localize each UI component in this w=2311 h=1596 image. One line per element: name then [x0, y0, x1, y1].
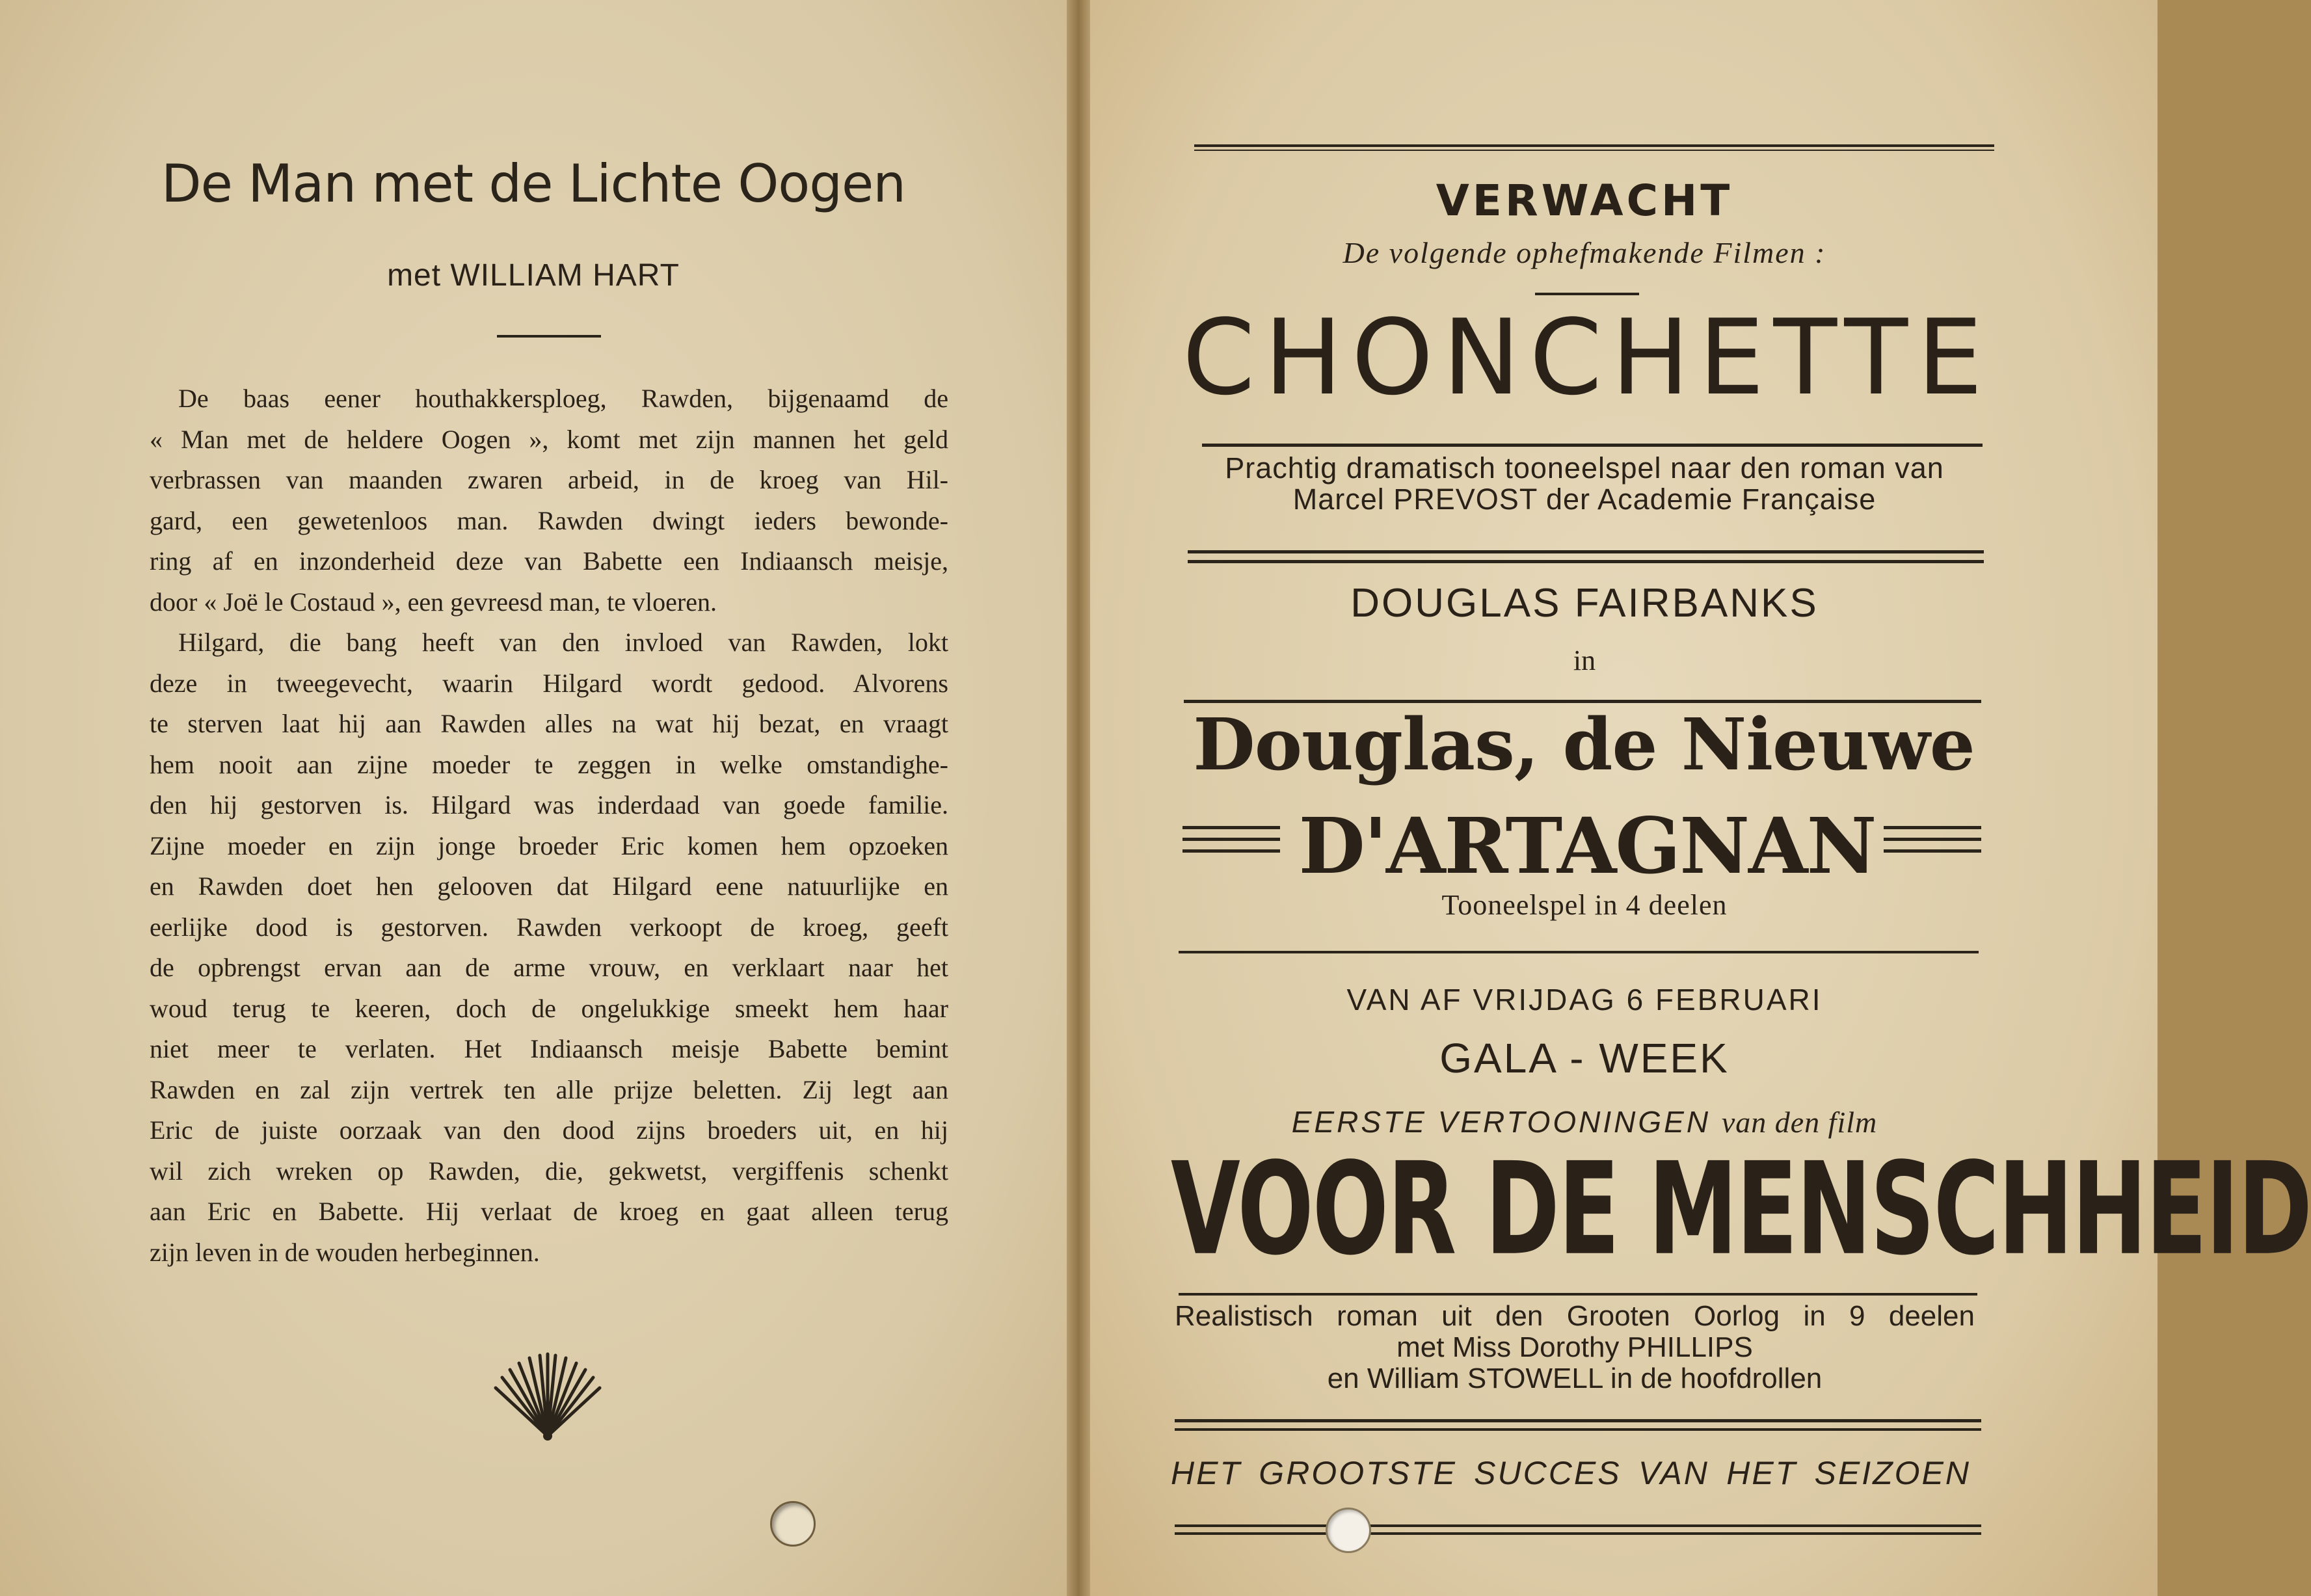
title-divider — [497, 335, 601, 338]
ornamental-rule — [1182, 838, 1280, 841]
synopsis-line: zijn leven in de wouden herbeginnen. — [150, 1237, 540, 1267]
synopsis-line: door « Joë le Costaud », een gevreesd man, te vloeren. — [150, 587, 717, 617]
premiere-small: van den film — [1721, 1106, 1878, 1139]
ornamental-rule — [1884, 826, 1981, 829]
double-rule — [1175, 1419, 1981, 1431]
rule — [1179, 951, 1979, 953]
synopsis-line: ring af en inzonderheid deze van Babette een Indiaansch meisje, — [150, 546, 948, 576]
synopsis-line: hem nooit aan zijne moeder te zeggen in welke omstandighe- — [150, 749, 948, 779]
film-subtitle: met WILLIAM HART — [387, 258, 680, 293]
binding-hole — [1326, 1508, 1371, 1553]
synopsis-line: Rawden en zal zijn vertrek ten alle prijze beletten. Zij legt aan — [150, 1074, 948, 1104]
synopsis-line: Eric de juiste oorzaak van den dood zijns broeders uit, en hij — [150, 1115, 948, 1145]
rule — [1202, 444, 1983, 447]
short-divider — [1535, 293, 1639, 295]
synopsis-line: verbrassen van maanden zwaren arbeid, in de kroeg van Hil- — [150, 465, 948, 494]
ornamental-rule — [1884, 838, 1981, 841]
synopsis-line: de opbrengst ervan aan de arme vrouw, en verklaart naar het — [150, 953, 948, 982]
synopsis-line: Zijne moeder en zijn jonge broeder Eric komen hem opzoeken — [150, 831, 948, 860]
actor-name: DOUGLAS FAIRBANKS — [1350, 581, 1819, 626]
synopsis-line: deze in tweegevecht, waarin Hilgard wordt gedood. Alvorens — [150, 668, 948, 698]
coming-soon-heading: VERWACHT — [1436, 176, 1733, 226]
film-c-desc-line: en William STOWELL in de hoofdrollen — [1327, 1363, 1823, 1394]
synopsis-line: De baas eener houthakkersploeg, Rawden, bijgenaamd de — [178, 384, 948, 413]
synopsis-line: eerlijke dood is gestorven. Rawden verkoopt de kroeg, geeft — [150, 912, 948, 942]
film-b-title-line2: D'ARTAGNAN — [1298, 801, 1876, 891]
premiere-caps: EERSTE VERTOONINGEN — [1291, 1105, 1711, 1139]
film-a-title: CHONCHETTE — [1182, 297, 1992, 418]
left-page — [0, 0, 1067, 1596]
double-rule — [1175, 1524, 1981, 1535]
film-a-desc-line: Prachtig dramatisch tooneelspel naar den roman van — [1225, 451, 1944, 485]
in-connector: in — [1573, 645, 1596, 676]
film-title: De Man met de Lichte Oogen — [161, 153, 905, 214]
synopsis-line: woud terug te keeren, doch de ongelukkige smeekt hem haar — [150, 993, 948, 1023]
synopsis-line: gard, een gewetenloos man. Rawden dwingt ieders bewonde- — [150, 505, 948, 535]
film-c-description — [1175, 1301, 1975, 1394]
binding-hole — [770, 1501, 816, 1547]
rule — [1179, 1293, 1977, 1296]
ornamental-rule — [1182, 849, 1280, 853]
ornamental-rule — [1182, 826, 1280, 829]
film-c-desc-line: met Miss Dorothy PHILLIPS — [1396, 1331, 1753, 1363]
double-rule — [1194, 144, 1994, 151]
palm-leaf-ornament-icon — [489, 1351, 606, 1443]
synopsis-line: te sterven laat hij aan Rawden alles na wat hij bezat, en vraagt — [150, 709, 948, 738]
film-a-description — [1194, 453, 1975, 515]
synopsis-line: « Man met de heldere Oogen », komt met zijn mannen het geld — [150, 424, 948, 454]
synopsis-text — [150, 379, 948, 1273]
synopsis-line: Hilgard, die bang heeft van den invloed van Rawden, lokt — [178, 628, 948, 657]
synopsis-line: wil zich wreken op Rawden, die, gekwetst, vergiffenis schenkt — [150, 1156, 948, 1186]
film-c-desc-line: Realistisch roman uit den Grooten Oorlog in 9 deelen — [1175, 1300, 1975, 1332]
ornamental-rule — [1884, 849, 1981, 853]
book-gutter — [1067, 0, 1090, 1596]
synopsis-line: en Rawden doet hen gelooven dat Hilgard eene natuurlijke en — [150, 871, 948, 901]
synopsis-line: aan Eric en Babette. Hij verlaat de kroeg en gaat alleen terug — [150, 1197, 948, 1226]
synopsis-line: niet meer te verlaten. Het Indiaansch meisje Babette bemint — [150, 1034, 948, 1063]
film-c-title: VOOR DE MENSCHHEID — [1171, 1134, 2311, 1284]
date-line: VAN AF VRIJDAG 6 FEBRUARI — [1346, 983, 1823, 1017]
film-b-description: Tooneelspel in 4 deelen — [1441, 889, 1728, 921]
double-rule — [1188, 550, 1984, 563]
coming-soon-subheading: De volgende ophefmakende Filmen : — [1343, 236, 1826, 269]
gala-week-heading: GALA - WEEK — [1439, 1035, 1730, 1082]
tagline: HET GROOTSTE SUCCES VAN HET SEIZOEN — [1171, 1455, 1971, 1491]
film-a-desc-line: Marcel PREVOST der Academie Française — [1292, 483, 1877, 516]
film-b-title-line1: Douglas, de Nieuwe — [1193, 702, 1975, 786]
synopsis-line: den hij gestorven is. Hilgard was inderdaad van goede familie. — [150, 790, 948, 819]
